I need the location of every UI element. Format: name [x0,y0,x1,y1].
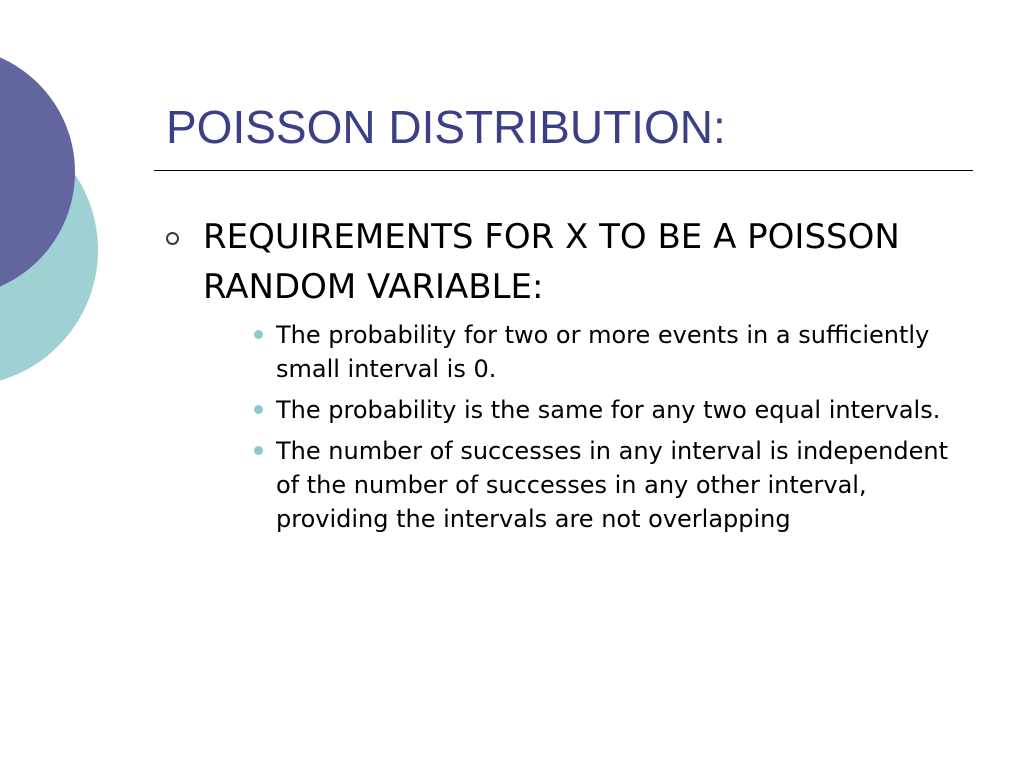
sub-bullet-item [247,393,956,427]
sub-bullet-text: The probability is the same for any two equal intervals. [276,396,941,424]
dot-bullet-icon [254,446,263,455]
bullet-item [166,212,956,536]
slide-title: POISSON DISTRIBUTION: [166,101,726,153]
sub-bullet-text: The probability for two or more events in a sufficiently small interval is 0. [276,321,930,383]
decorative-circles [0,0,140,420]
sub-bullet-item [247,434,956,536]
bullet-text: REQUIREMENTS FOR X TO BE A POISSON RANDOM VARIABLE: [203,217,900,307]
title-divider [154,170,973,171]
sub-bullet-list [203,318,956,536]
dot-bullet-icon [254,405,263,414]
hollow-circle-bullet-icon [166,232,179,245]
bullet-list [166,212,956,543]
sub-bullet-item [247,318,956,386]
dot-bullet-icon [254,330,263,339]
sub-bullet-text: The number of successes in any interval is independent of the number of successes in any other interval, providing the intervals are not overlapping [276,437,948,533]
